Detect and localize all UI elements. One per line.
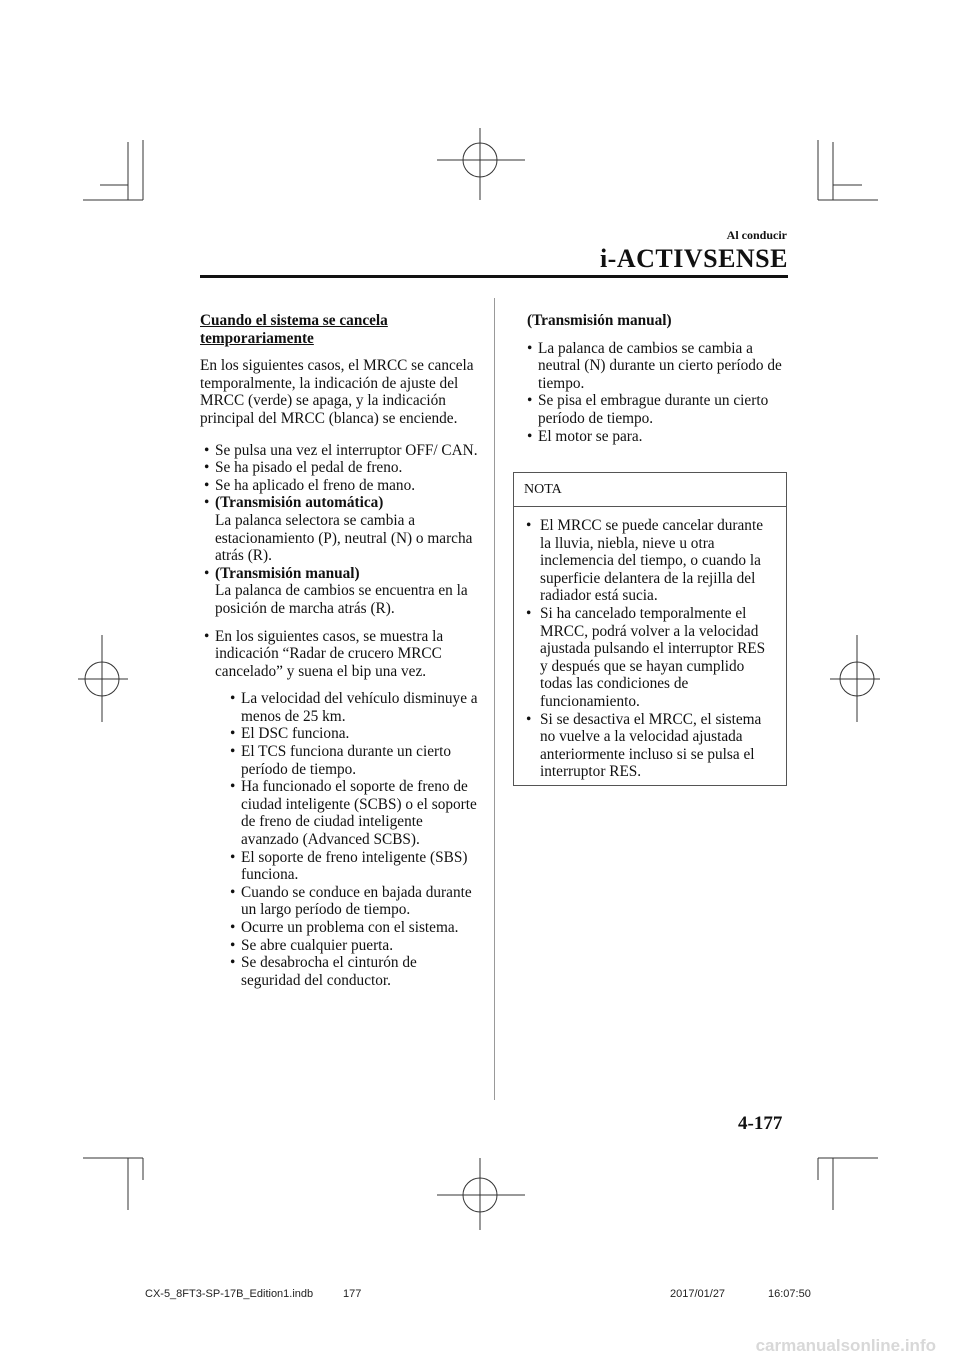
footer-date: 2017/01/27 <box>670 1288 726 1300</box>
list-item: • El MRCC se puede cancelar durante la lluvia, niebla, nieve u otra inclemencia del tiempo, o cuando la superficie delantera de la rejilla del radiador está sucia. <box>526 517 776 605</box>
radar-cancel-sublist <box>230 690 480 989</box>
column-divider <box>494 298 495 1100</box>
list-item: • Se desabrocha el cinturón de seguridad del conductor. <box>230 954 480 989</box>
list-item: • Se ha pisado el pedal de freno. <box>204 459 480 477</box>
footer-time: 16:07:50 <box>768 1288 811 1300</box>
footer-page: 177 <box>343 1288 362 1300</box>
section-label: Al conducir <box>726 228 787 242</box>
note-title: NOTA <box>514 473 786 507</box>
right-column <box>513 312 788 453</box>
section-subheading: Cuando el sistema se cancela temporariamente <box>200 312 388 347</box>
footer-filename: CX-5_8FT3-SP-17B_Edition1.indb <box>145 1288 314 1300</box>
list-item: • El soporte de freno inteligente (SBS) funciona. <box>230 849 480 884</box>
list-item: • En los siguientes casos, se muestra la indicación “Radar de crucero MRCC cancelado” y suena el bip una vez. • La velocidad del vehículo disminuye a menos de 25 km. • El DSC funciona. • El TCS funciona durante un cierto período de tiempo. • Ha funcionado el soporte de freno de ciudad inteligente (SCBS) o el soporte de freno de ciudad inteligente avanzado (Advanced SCBS). • El soporte de freno inteligente (SBS) funciona. • Cuando se conduce en bajada durante un largo período de tiempo. • Ocurre un problema con el sistema. • Se abre cualquier puerta. • Se desabrocha el cinturón de seguridad del conductor. <box>204 628 480 990</box>
header-rule <box>200 275 788 278</box>
manual-conditions-list <box>527 340 788 446</box>
list-item: • (Transmisión manual) La palanca de cambios se encuentra en la posición de marcha atrás (R). <box>204 565 480 618</box>
list-item: • Cuando se conduce en bajada durante un largo período de tiempo. <box>230 884 480 919</box>
list-item: • Ha funcionado el soporte de freno de ciudad inteligente (SCBS) o el soporte de freno de ciudad inteligente avanzado (Advanced SCBS). <box>230 778 480 848</box>
page-number: 4-177 <box>738 1113 783 1134</box>
cancel-conditions-list <box>204 442 480 618</box>
chapter-title: i-ACTIVSENSE <box>599 244 788 273</box>
left-column <box>200 312 480 997</box>
auto-transmission-heading: (Transmisión automática) <box>215 494 384 512</box>
list-item: • Se pulsa una vez el interruptor OFF/ CAN. <box>204 442 480 460</box>
list-item: • Se abre cualquier puerta. <box>230 937 480 955</box>
list-item: • La palanca de cambios se cambia a neutral (N) durante un cierto período de tiempo. <box>527 340 788 393</box>
list-item: • Si ha cancelado temporalmente el MRCC, podrá volver a la velocidad ajustada pulsando el interruptor RES y después que se hayan cumplido todas las condiciones de funcionamiento. <box>526 605 776 711</box>
manual-transmission-heading: (Transmisión manual) <box>527 312 672 329</box>
list-item: • Si se desactiva el MRCC, el sistema no vuelve a la velocidad ajustada anteriormente incluso si se pulsa el interruptor RES. <box>526 711 776 781</box>
note-box <box>513 472 787 786</box>
list-item: • El TCS funciona durante un cierto período de tiempo. <box>230 743 480 778</box>
radar-cancel-list <box>204 628 480 990</box>
list-item: • El DSC funciona. <box>230 725 480 743</box>
note-body <box>526 517 776 789</box>
watermark: carmanualsonline.info <box>755 1336 936 1355</box>
list-item: • La velocidad del vehículo disminuye a menos de 25 km. <box>230 690 480 725</box>
list-item: • El motor se para. <box>527 428 788 446</box>
intro-paragraph: En los siguientes casos, el MRCC se cancela temporalmente, la indicación de ajuste del MRCC (verde) se apaga, y la indicación principal del MRCC (blanca) se enciende. <box>200 357 474 427</box>
list-item: • Se ha aplicado el freno de mano. <box>204 477 480 495</box>
list-item: • Se pisa el embrague durante un cierto período de tiempo. <box>527 392 788 427</box>
manual-transmission-heading: (Transmisión manual) <box>215 564 360 582</box>
note-list <box>526 517 776 781</box>
list-item: • (Transmisión automática) La palanca selectora se cambia a estacionamiento (P), neutral (N) o marcha atrás (R). <box>204 494 480 564</box>
list-item: • Ocurre un problema con el sistema. <box>230 919 480 937</box>
